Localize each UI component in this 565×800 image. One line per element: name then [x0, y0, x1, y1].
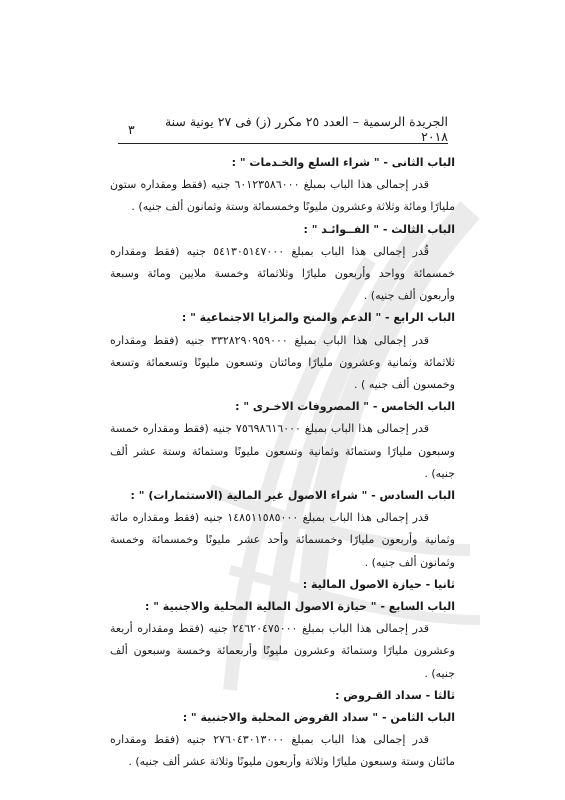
journal-title: الجريدة الرسمية – العدد ٢٥ مكرر (ز) فى ٢٧ يونية سنة ٢٠١٨: [164, 114, 448, 144]
section-heading: الباب الثامن - " سداد القروض المحلية والاجنبية " :: [182, 711, 455, 725]
section-paragraph: قدر إجمالى هذا الباب بمبلغ ٣٣٢٨٢٩٠٩٥٩٠٠٠ جنيه (فقط ومقداره ثلاثمائة وثمانية وعشرون مليارًا ومائتان وتسعون مليونًا وتسعمائة وتسعة وخمسون ألف جنيه ) .: [110, 333, 455, 392]
section-chapter-3: [110, 219, 455, 308]
section-heading: الباب الرابع - " الدعم والمنح والمزايا الاجتماعية " :: [181, 311, 455, 325]
header-divider: [118, 143, 448, 144]
section-heading: الباب الثالث - " الفــوائـد " :: [303, 222, 455, 236]
page-number: ٣: [128, 121, 135, 137]
section-paragraph: قدر إجمالى هذا الباب بمبلغ ٢٧٦٠٤٣٠١٣٠٠٠ جنيه (فقط ومقداره مائتان وستة وسبعون مليارًا وثلاثة وأربعون مليونًا وثلاثة عشر ألف جنيه) .: [110, 733, 455, 769]
section-chapter-4: [110, 307, 455, 396]
page-header: [128, 114, 448, 144]
section-heading: الباب السابع - " حيازة الاصول المالية المحلية والاجنبية " :: [145, 600, 455, 614]
subsection-heading: ثانيا - حيازة الاصول المالية :: [302, 577, 455, 591]
section-heading: الباب الخامس - " المصروفات الاخـرى " :: [235, 400, 455, 414]
section-paragraph: قدر إجمالى هذا الباب بمبلغ ٦٠١٢٣٥٨٦٠٠٠ جنيه (فقط ومقداره ستون مليارًا ومائة وثلاثة وعشرون مليونًا وخمسمائة وستة وثمانون ألف جنيه) .: [110, 178, 455, 214]
section-chapter-7: [110, 596, 455, 685]
section-chapter-6: [110, 485, 455, 574]
section-chapter-5: [110, 396, 455, 485]
section-chapter-2: [110, 152, 455, 219]
document-body: [110, 152, 455, 774]
section-paragraph: قدر إجمالى هذا الباب بمبلغ ٧٥٦٩٨٦١٦٠٠٠ جنيه (فقط ومقداره خمسة وسبعون مليارًا وستمائة وثمانية وتسعون مليونًا وستمائة وستة عشر ألف جنيه) .: [110, 422, 455, 480]
subsection-heading: ثالثا - سداد القـروض :: [335, 688, 455, 702]
section-heading: الباب السادس - " شراء الاصول غير المالية (الاستثمارات) " :: [130, 489, 455, 503]
section-chapter-8: [110, 707, 455, 774]
section-paragraph: قُدر إجمالى هذا الباب بمبلغ ٥٤١٣٠٥١٤٧٠٠٠ جنيه (فقط ومقداره خمسمائة وواحد وأربعون مليارًا وثلاثمائة وخمسة ملايين ومائة وسبعة وأربعون ألف جنيه) .: [110, 244, 455, 303]
section-heading: الباب الثانى - " شراء السلع والخـدمات " :: [231, 156, 455, 169]
section-paragraph: قدر إجمالى هذا الباب بمبلغ ١٤٨٥١١٥٨٥٠٠٠ جنيه (فقط ومقداره مائة وثمانية وأربعون مليارًا وخمسمائة وأحد عشر مليونًا وخمسمائة وخمسة وثمانون ألف جنيه) .: [110, 511, 455, 569]
section-paragraph: قدر إجمالى هذا الباب بمبلغ ٢٤٦٢٠٤٧٥٠٠٠ جنيه (فقط ومقداره أربعة وعشرون مليارًا وستمائة وعشرون مليونًا وأربعمائة وخمسة وسبعون ألف جنيه) .: [110, 622, 455, 680]
